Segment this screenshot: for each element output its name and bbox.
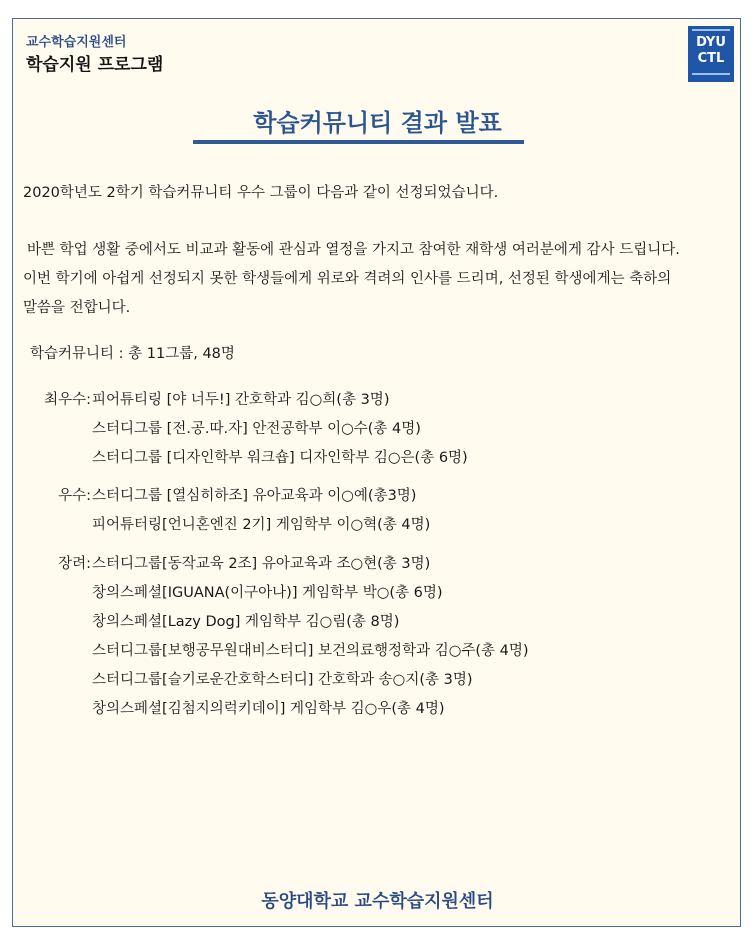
encourage-item-5: 스터디그룹[슬기로운간호학스터디] 간호학과 송○지(총 3명): [92, 672, 473, 688]
message-line-1: 바쁜 학업 생활 중에서도 비교과 활동에 관심과 열정을 가지고 참여한 재학생 여러분에게 감사 드립니다.: [27, 242, 680, 258]
notice-page: [12, 18, 741, 927]
excellent-item-2: 피어튜터링[언니혼엔진 2기] 게임학부 이○혁(총 4명): [92, 517, 431, 533]
encourage-label: 장려:: [58, 556, 91, 572]
excellent-label: 우수:: [58, 488, 91, 504]
message-line-3: 말씀을 전합니다.: [23, 300, 131, 316]
encourage-item-6: 창의스페셜[김첨지의럭키데이] 게임학부 김○우(총 4명): [92, 701, 445, 717]
dyu-ctl-logo: [688, 26, 734, 82]
message-line-2: 이번 학기에 아쉽게 선정되지 못한 학생들에게 위로와 격려의 인사를 드리며, 선정된 학생에게는 축하의: [23, 271, 672, 287]
footer-org: 동양대학교 교수학습지원센터: [261, 891, 494, 912]
logo-line-1: DYU: [696, 35, 726, 50]
best-item-2: 스터디그룹 [전.공.따.자] 안전공학부 이○수(총 4명): [92, 421, 421, 437]
program-name: 학습지원 프로그램: [26, 55, 164, 75]
best-item-3: 스터디그룹 [디자인학부 워크숍] 디자인학부 김○은(총 6명): [92, 450, 468, 466]
best-label: 최우수:: [44, 392, 91, 408]
encourage-item-3: 창의스페셜[Lazy Dog] 게임학부 김○림(총 8명): [92, 614, 400, 630]
encourage-item-4: 스터디그룹[보행공무원대비스터디] 보건의료행정학과 김○주(총 4명): [92, 643, 529, 659]
summary-text: 학습커뮤니티 : 총 11그룹, 48명: [30, 346, 235, 362]
org-name: 교수학습지원센터: [26, 35, 127, 50]
best-item-1: 피어튜티링 [야 너두!] 간호학과 김○희(총 3명): [92, 392, 390, 408]
intro-text: 2020학년도 2학기 학습커뮤니티 우수 그룹이 다음과 같이 선정되었습니다.: [23, 185, 499, 201]
page-title: 학습커뮤니티 결과 발표: [253, 109, 502, 137]
title-underline: [193, 140, 524, 144]
encourage-item-2: 창의스페셜[IGUANA(이구아나)] 게임학부 박○(총 6명): [92, 585, 443, 601]
excellent-item-1: 스터디그룹 [열심히하조] 유아교육과 이○예(총3명): [92, 488, 417, 504]
logo-line-2: CTL: [697, 51, 725, 66]
encourage-item-1: 스터디그룹[동작교육 2조] 유아교육과 조○현(총 3명): [92, 556, 431, 572]
